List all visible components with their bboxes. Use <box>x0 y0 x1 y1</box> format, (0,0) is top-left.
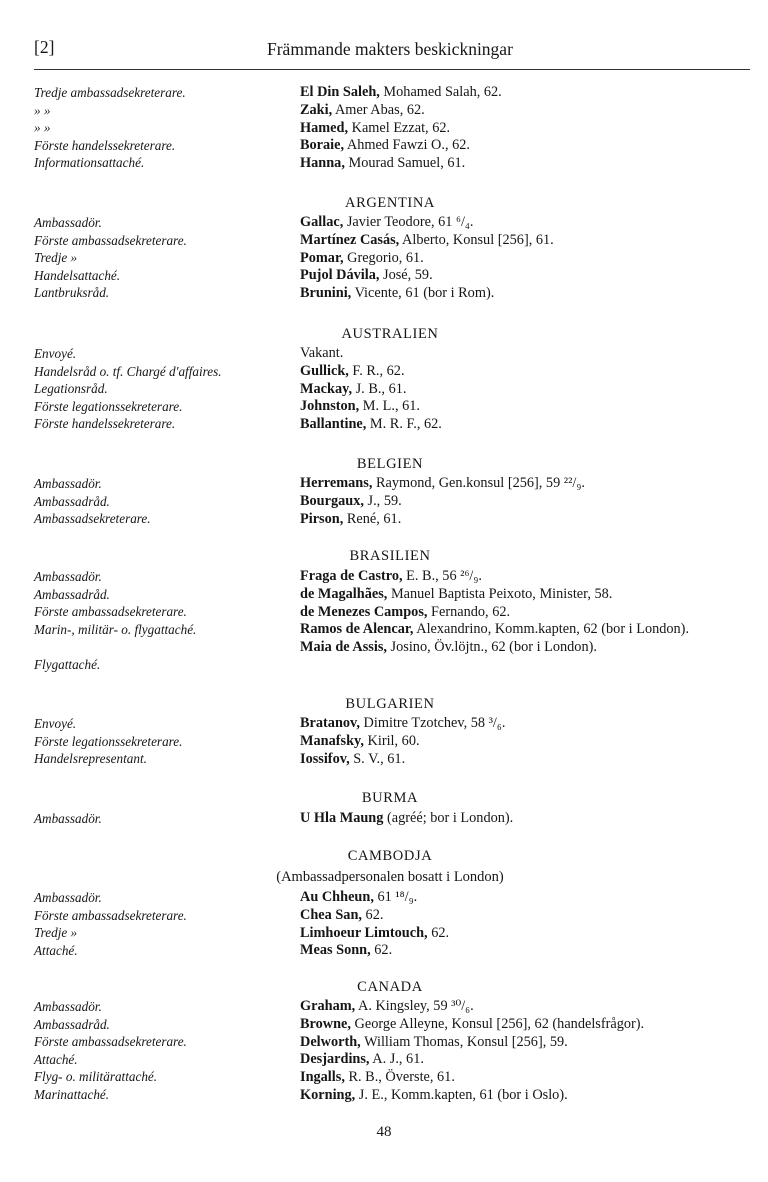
person-entry <box>300 907 758 925</box>
country-heading: BURMA <box>361 790 419 806</box>
person-surname: Maia de Assis, <box>300 639 387 656</box>
person-surname: U Hla Maung <box>300 810 384 826</box>
person-entry <box>300 621 758 639</box>
position-title: Förste legationssekreterare. <box>34 733 183 749</box>
person-surname: Limhoeur Limtouch, <box>300 924 428 941</box>
position-titles <box>34 345 294 433</box>
person-surname: Ballantine, <box>300 416 367 433</box>
person-surname: Hamed, <box>300 119 349 136</box>
person-details: A. J., 61. <box>369 1051 424 1068</box>
person-entry <box>300 604 758 622</box>
person-entry <box>300 568 758 586</box>
person-details: E. B., 56 ²⁶/₉. <box>402 568 482 584</box>
position-title: Attaché. <box>34 1051 78 1067</box>
position-title: Förste ambassadsekreterare. <box>34 1034 187 1050</box>
person-list <box>300 998 758 1105</box>
person-entry <box>300 889 758 907</box>
person-list <box>300 345 758 434</box>
person-details: William Thomas, Konsul [256], 59. <box>360 1033 568 1050</box>
person-list <box>300 568 758 657</box>
person-surname: Bourgaux, <box>300 492 364 509</box>
person-surname: Mackay, <box>300 380 353 397</box>
person-entry <box>300 810 758 828</box>
person-entry <box>300 398 758 416</box>
person-details: Ahmed Fawzi O., 62. <box>344 137 470 154</box>
person-surname: Manafsky, <box>300 732 364 749</box>
person-surname: Martínez Casás, <box>300 231 400 248</box>
person-entry <box>300 1034 758 1052</box>
person-entry <box>300 250 758 268</box>
person-details: Fernando, 62. <box>427 603 511 620</box>
person-details: R. B., Överste, 61. <box>344 1069 455 1086</box>
person-details: Vakant. <box>300 345 344 361</box>
person-surname: Delworth, <box>300 1033 361 1050</box>
position-title: Förste legationssekreterare. <box>34 398 183 414</box>
person-details: M. L., 61. <box>359 398 420 415</box>
person-details: J., 59. <box>363 492 402 509</box>
person-details: 62. <box>370 942 393 959</box>
person-surname: Chea San, <box>300 906 362 923</box>
position-title: Marinattaché. <box>34 1086 110 1102</box>
person-entry <box>300 363 758 381</box>
person-surname: Korning, <box>300 1086 356 1103</box>
country-heading: ARGENTINA <box>345 195 435 211</box>
person-details: Mourad Samuel, 61. <box>344 155 466 172</box>
position-title: » » <box>34 120 51 136</box>
position-title: Flyg- o. militärattaché. <box>34 1069 158 1085</box>
position-title: Ambassadör. <box>34 890 102 905</box>
position-title: Tredje » <box>34 250 78 266</box>
person-surname: Johnston, <box>300 398 360 415</box>
person-details: J. B., 61. <box>352 380 407 397</box>
person-surname: Bratanov, <box>300 715 360 731</box>
position-titles <box>34 810 294 828</box>
country-heading: BELGIEN <box>356 456 424 472</box>
position-titles <box>34 998 294 1104</box>
position-titles <box>34 715 294 768</box>
person-details: J. E., Komm.kapten, 61 (bor i Oslo). <box>355 1086 568 1103</box>
person-entry <box>300 1016 758 1034</box>
person-entry <box>300 381 758 399</box>
country-heading: BRASILIEN <box>349 548 431 564</box>
person-entry <box>300 232 758 250</box>
person-entry <box>300 586 758 604</box>
position-title: Ambassadråd. <box>34 493 110 509</box>
person-entry <box>300 285 758 303</box>
person-surname: Pujol Dávila, <box>300 267 380 284</box>
person-entry <box>300 475 758 493</box>
page-header <box>34 33 750 73</box>
person-entry <box>300 925 758 943</box>
country-subheading: (Ambassadpersonalen bosatt i London) <box>276 869 504 885</box>
person-details: M. R. F., 62. <box>366 416 442 433</box>
position-title: Förste handelssekreterare. <box>34 416 176 432</box>
position-title: Envoyé. <box>34 716 77 731</box>
person-details: (agréé; bor i London). <box>383 810 514 826</box>
position-titles <box>34 84 294 172</box>
person-details: José, 59. <box>379 267 433 284</box>
person-details: 61 ¹⁸/₉. <box>373 889 418 905</box>
position-title: Ambassadör. <box>34 215 102 230</box>
person-surname: Au Chheun, <box>300 889 374 905</box>
position-title: Förste ambassadsekreterare. <box>34 907 187 923</box>
person-entry <box>300 120 758 138</box>
person-entry <box>300 751 758 769</box>
person-details: Amer Abas, 62. <box>332 101 425 118</box>
position-title: Ambassadråd. <box>34 1016 110 1032</box>
person-surname: Iossifov, <box>300 750 350 767</box>
person-details: A. Kingsley, 59 ³⁰/₆. <box>355 998 474 1014</box>
person-surname: Herremans, <box>300 475 373 491</box>
person-entry <box>300 1069 758 1087</box>
person-surname: de Menezes Campos, <box>300 603 428 620</box>
position-title: Lantbruksråd. <box>34 285 110 301</box>
person-surname: Pomar, <box>300 249 344 266</box>
position-title: Tredje » <box>34 925 78 941</box>
position-title: Handelsrepresentant. <box>34 751 147 767</box>
person-details: Javier Teodore, 61 ⁶/₄. <box>343 214 474 230</box>
country-heading: CAMBODJA <box>347 848 433 864</box>
person-surname: Fraga de Castro, <box>300 568 403 584</box>
page-reference: [2] <box>34 37 55 57</box>
person-surname: Brunini, <box>300 285 352 302</box>
person-details: Alberto, Konsul [256], 61. <box>399 231 554 248</box>
page-number: 48 <box>376 1124 392 1140</box>
person-entry <box>300 214 758 232</box>
person-surname: El Din Saleh, <box>300 84 380 100</box>
person-details: René, 61. <box>343 510 402 527</box>
person-surname: Graham, <box>300 998 356 1014</box>
person-details: Josino, Öv.löjtn., 62 (bor i London). <box>386 639 597 656</box>
country-heading: BULGARIEN <box>345 696 435 712</box>
person-entry <box>300 102 758 120</box>
person-details: 62. <box>361 906 384 923</box>
person-surname: Gullick, <box>300 362 349 379</box>
position-title: Envoyé. <box>34 346 77 361</box>
person-details: S. V., 61. <box>349 750 406 767</box>
person-list <box>300 475 758 528</box>
person-surname: Ingalls, <box>300 1069 345 1086</box>
person-entry <box>300 416 758 434</box>
person-details: 62. <box>427 924 450 941</box>
person-entry <box>300 493 758 511</box>
person-details: Kamel Ezzat, 62. <box>348 119 451 136</box>
person-entry <box>300 345 758 363</box>
position-title: Ambassadör. <box>34 811 102 826</box>
person-entry <box>300 267 758 285</box>
person-surname: Ramos de Alencar, <box>300 621 414 638</box>
person-details: Raymond, Gen.konsul [256], 59 ²²/₉. <box>372 475 585 491</box>
position-title: Ambassadråd. <box>34 586 110 602</box>
person-details: Mohamed Salah, 62. <box>379 84 502 100</box>
person-surname: Pirson, <box>300 510 344 527</box>
position-title: Förste ambassadsekreterare. <box>34 232 187 248</box>
person-list <box>300 214 758 303</box>
person-surname: Hanna, <box>300 155 345 172</box>
position-titles <box>34 568 294 674</box>
position-title: Flygattaché. <box>34 656 101 672</box>
person-entry <box>300 942 758 960</box>
person-details: Dimitre Tzotchev, 58 ³/₆. <box>359 715 506 731</box>
person-entry <box>300 155 758 173</box>
page-title: Främmande makters beskickningar <box>267 39 513 59</box>
position-title: Informationsattaché. <box>34 155 145 171</box>
position-title: Handelsråd o. tf. Chargé d'affaires. <box>34 363 222 379</box>
person-details: Vicente, 61 (bor i Rom). <box>351 285 495 302</box>
person-entry <box>300 639 758 657</box>
position-titles <box>34 889 294 959</box>
person-surname: Desjardins, <box>300 1051 370 1068</box>
person-list <box>300 889 758 960</box>
header-divider <box>34 69 750 70</box>
position-title: Attaché. <box>34 942 78 958</box>
position-title: Marin-, militär- o. flygattaché. <box>34 621 197 637</box>
person-entry <box>300 733 758 751</box>
person-surname: de Magalhães, <box>300 585 388 602</box>
position-titles <box>34 475 294 528</box>
person-entry <box>300 1087 758 1105</box>
position-title: Ambassadör. <box>34 476 102 491</box>
person-surname: Gallac, <box>300 214 344 230</box>
person-list <box>300 810 758 828</box>
position-title: Ambassadsekreterare. <box>34 511 151 527</box>
person-list <box>300 84 758 173</box>
country-heading: AUSTRALIEN <box>341 326 439 342</box>
person-surname: Zaki, <box>300 101 333 118</box>
person-surname: Meas Sonn, <box>300 942 371 959</box>
person-details: George Alleyne, Konsul [256], 62 (handelsfrågor). <box>350 1015 645 1032</box>
person-entry <box>300 511 758 529</box>
position-title: Förste handelssekreterare. <box>34 137 176 153</box>
position-title: Ambassadör. <box>34 999 102 1014</box>
position-title: » » <box>34 102 51 118</box>
person-entry <box>300 998 758 1016</box>
person-surname: Boraie, <box>300 137 345 154</box>
person-entry <box>300 137 758 155</box>
position-title: Handelsattaché. <box>34 267 121 283</box>
position-title: Legationsråd. <box>34 381 108 397</box>
person-details: Kiril, 60. <box>363 732 420 749</box>
position-title: Ambassadör. <box>34 569 102 584</box>
person-list <box>300 715 758 768</box>
country-heading: CANADA <box>357 979 423 995</box>
person-details: Gregorio, 61. <box>343 249 424 266</box>
person-details: Alexandrino, Komm.kapten, 62 (bor i London). <box>413 621 690 638</box>
position-title: Förste ambassadsekreterare. <box>34 604 187 620</box>
person-entry <box>300 1051 758 1069</box>
position-title: Tredje ambassadsekreterare. <box>34 85 186 100</box>
person-details: Manuel Baptista Peixoto, Minister, 58. <box>387 585 613 602</box>
person-entry <box>300 84 758 102</box>
person-details: F. R., 62. <box>348 362 405 379</box>
person-entry <box>300 715 758 733</box>
position-title <box>34 638 294 656</box>
position-titles <box>34 214 294 302</box>
person-surname: Browne, <box>300 1015 351 1032</box>
